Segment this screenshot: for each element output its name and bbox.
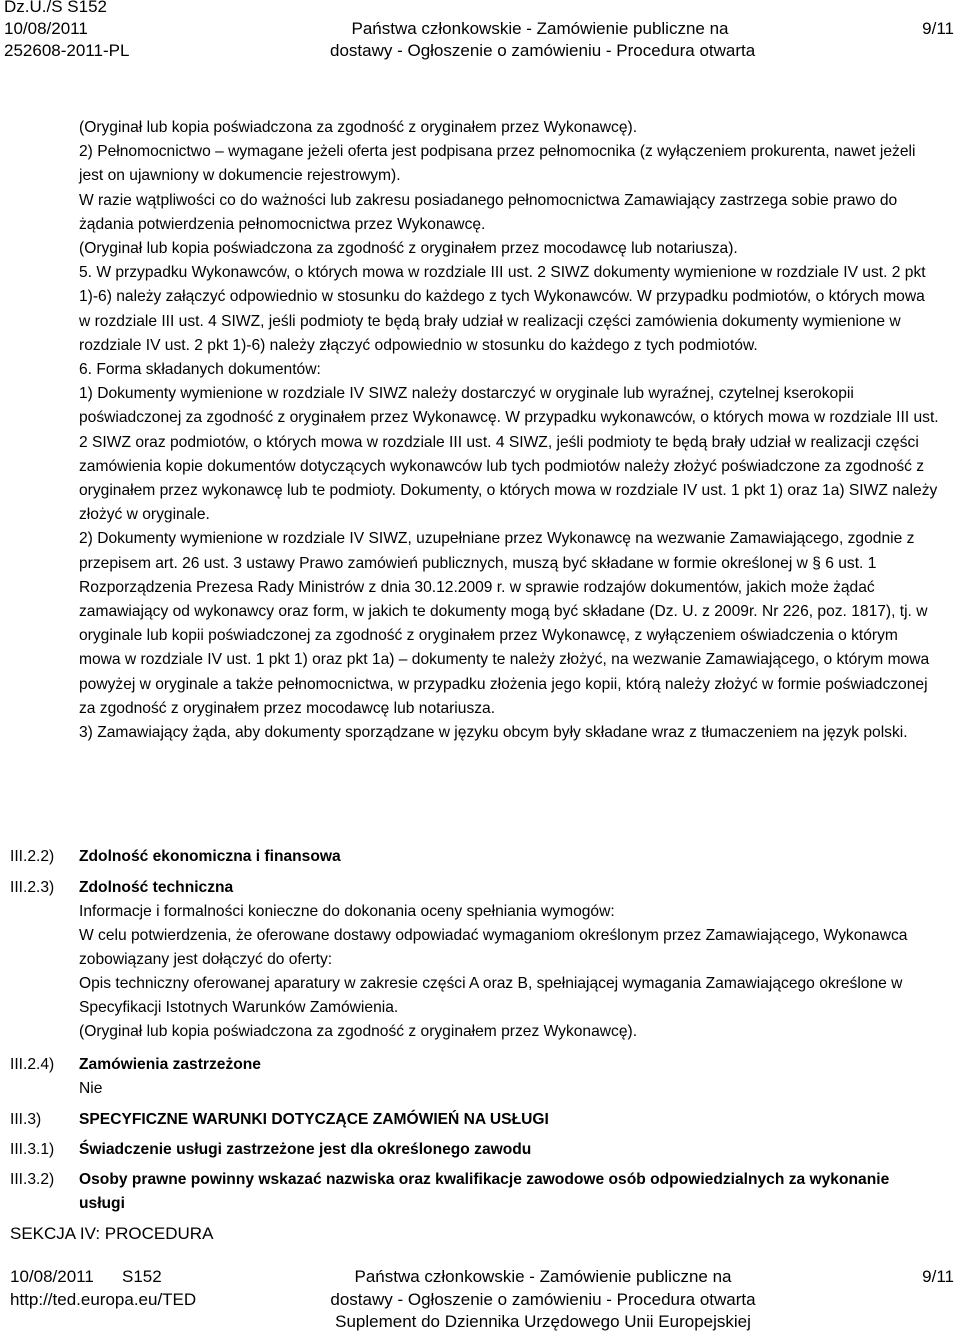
section-text: Opis techniczny oferowanej aparatury w zakresie części A oraz B, spełniającej wymagania Zamawiającego określone w Specyfikacji Istotnych Warunków Zamówienia.: [79, 975, 903, 1016]
footer-title-line3: Suplement do Dziennika Urzędowego Unii Europejskiej: [335, 1312, 751, 1331]
paragraph: 5. W przypadku Wykonawców, o których mowa w rozdziale III ust. 2 SIWZ dokumenty wymienione w rozdziale IV ust. 2 pkt 1)-6) należy załączyć odpowiednio w stosunku do każdego z tych Wykonawców. W przypadku podmiotów, o których mowa w rozdziale III ust. 4 SIWZ, jeśli podmioty te będą brały udział w realizacji części zamówienia dokumenty wymienione w rozdziale IV ust. 2 pkt 1)-6) należy złączyć odpowiednio w stosunku do każdego z tych podmiotów.: [79, 264, 926, 354]
footer-url-link[interactable]: http://ted.europa.eu/TED: [10, 1290, 197, 1309]
section-heading: Zamówienia zastrzeżone: [79, 1056, 261, 1073]
body-text: [79, 116, 939, 745]
footer-title-line2: dostawy - Ogłoszenie o zamówieniu - Procedura otwarta: [330, 1289, 756, 1309]
section-number: III.3.1): [10, 1141, 55, 1158]
section-text: Informacje i formalności konieczne do dokonania oceny spełniania wymogów:: [79, 903, 615, 920]
section-heading: Zdolność ekonomiczna i finansowa: [79, 848, 341, 865]
section-number: III.3): [10, 1111, 42, 1128]
section-heading: Świadczenie usługi zastrzeżone jest dla określonego zawodu: [79, 1141, 532, 1158]
header-page-number: 9/11: [922, 19, 954, 38]
footer-series: S152: [122, 1267, 162, 1286]
section-value: Nie: [79, 1080, 103, 1097]
paragraph: 1) Dokumenty wymienione w rozdziale IV SIWZ należy dostarczyć w oryginale lub wyraźnej, czytelnej kserokopii poświadczonej za zgodność z oryginałem przez Wykonawcę. W przypadku wykonawców, o których mowa w rozdziale III ust. 2 SIWZ oraz podmiotów, o których mowa w rozdziale III ust. 4 SIWZ, jeśli podmioty te będą brały udział w realizacji części zamówienia kopie dokumentów dotyczących wykonawców lub tych podmiotów należy złożyć poświadczone za zgodność z oryginałem przez wykonawcę lub te podmioty. Dokumenty, o których mowa w rozdziale IV ust. 1 pkt 1) oraz 1a) SIWZ należy złożyć w oryginale.: [79, 385, 939, 524]
section-text: (Oryginał lub kopia poświadczona za zgodność z oryginałem przez Wykonawcę).: [79, 1023, 638, 1040]
header-title-line2: dostawy - Ogłoszenie o zamówieniu - Procedura otwarta: [330, 41, 756, 60]
header-title: [330, 18, 756, 62]
notice-id: 252608-2011-PL: [4, 41, 130, 60]
section-number: III.2.3): [10, 879, 55, 896]
paragraph: (Oryginał lub kopia poświadczona za zgodność z oryginałem przez mocodawcę lub notariusza).: [79, 240, 738, 258]
footer-page-number: 9/11: [922, 1267, 954, 1286]
section-number: III.3.2): [10, 1171, 55, 1188]
section-heading: SPECYFICZNE WARUNKI DOTYCZĄCE ZAMÓWIEŃ NA USŁUGI: [79, 1111, 549, 1128]
footer-date: 10/08/2011: [10, 1267, 94, 1286]
section-number: III.2.2): [10, 848, 55, 865]
section-text: W celu potwierdzenia, że oferowane dostawy odpowiadać wymaganiom określonym przez Zamawiającego, Wykonawca zobowiązany jest dołączyć do oferty:: [79, 927, 908, 968]
header-title-line1: Państwa członkowskie - Zamówienie publiczne na: [351, 19, 729, 38]
paragraph: 2) Dokumenty wymienione w rozdziale IV SIWZ, uzupełniane przez Wykonawcę na wezwanie Zamawiającego, zgodnie z przepisem art. 26 ust. 3 ustawy Prawo zamówień publicznych, muszą być składane w formie określonej w § 6 ust. 1 Rozporządzenia Prezesa Rady Ministrów z dnia 30.12.2009 r. w sprawie rodzajów dokumentów, jakich może żądać zamawiający od wykonawcy oraz form, w jakich te dokumenty mogą być składane (Dz. U. z 2009r. Nr 226, poz. 1817), tj. w oryginale lub kopii poświadczonej za zgodność z oryginałem przez Wykonawcę, z wyłączeniem oświadczenia o którym mowa w rozdziale IV ust. 1 pkt 1) oraz pkt 1a) – dokumenty te należy złożyć, na wezwanie Zamawiającego, o którym mowa powyżej w oryginale a także pełnomocnictwa, w przypadku złożenia jego kopii, którą należy złożyć w formie poświadczonej za zgodność z oryginałem przez mocodawcę lub notariusza.: [79, 530, 930, 717]
paragraph: 3) Zamawiający żąda, aby dokumenty sporządzane w języku obcym były składane wraz z tłumaczeniem na język polski.: [79, 724, 908, 742]
paragraph: (Oryginał lub kopia poświadczona za zgodność z oryginałem przez Wykonawcę).: [79, 119, 638, 136]
paragraph: 6. Forma składanych dokumentów:: [79, 361, 321, 379]
header-date: 10/08/2011: [4, 19, 88, 38]
paragraph: 2) Pełnomocnictwo – wymagane jeżeli oferta jest podpisana przez pełnomocnika (z wyłączeniem prokurenta, nawet jeżeli jest on ujawniony w dokumencie rejestrowym).: [79, 143, 916, 185]
section-heading: Zdolność techniczna: [79, 879, 234, 896]
footer-title: [318, 1266, 768, 1334]
paragraph: W razie wątpliwości co do ważności lub zakresu posiadanego pełnomocnictwa Zamawiający zastrzega sobie prawo do żądania potwierdzenia pełnomocnictwa przez Wykonawcę.: [79, 191, 898, 233]
footer-left: [10, 1266, 162, 1288]
header-left: [4, 0, 129, 62]
section-title: SEKCJA IV: PROCEDURA: [10, 1224, 214, 1243]
section-heading: Osoby prawne powinny wskazać nazwiska oraz kwalifikacje zawodowe osób odpowiedzialnych za wykonanie usługi: [79, 1171, 890, 1212]
oj-reference: Dz.U./S S152: [4, 0, 107, 16]
section-number: III.2.4): [10, 1056, 55, 1073]
footer-title-line1: Państwa członkowskie - Zamówienie publiczne na: [354, 1267, 732, 1286]
